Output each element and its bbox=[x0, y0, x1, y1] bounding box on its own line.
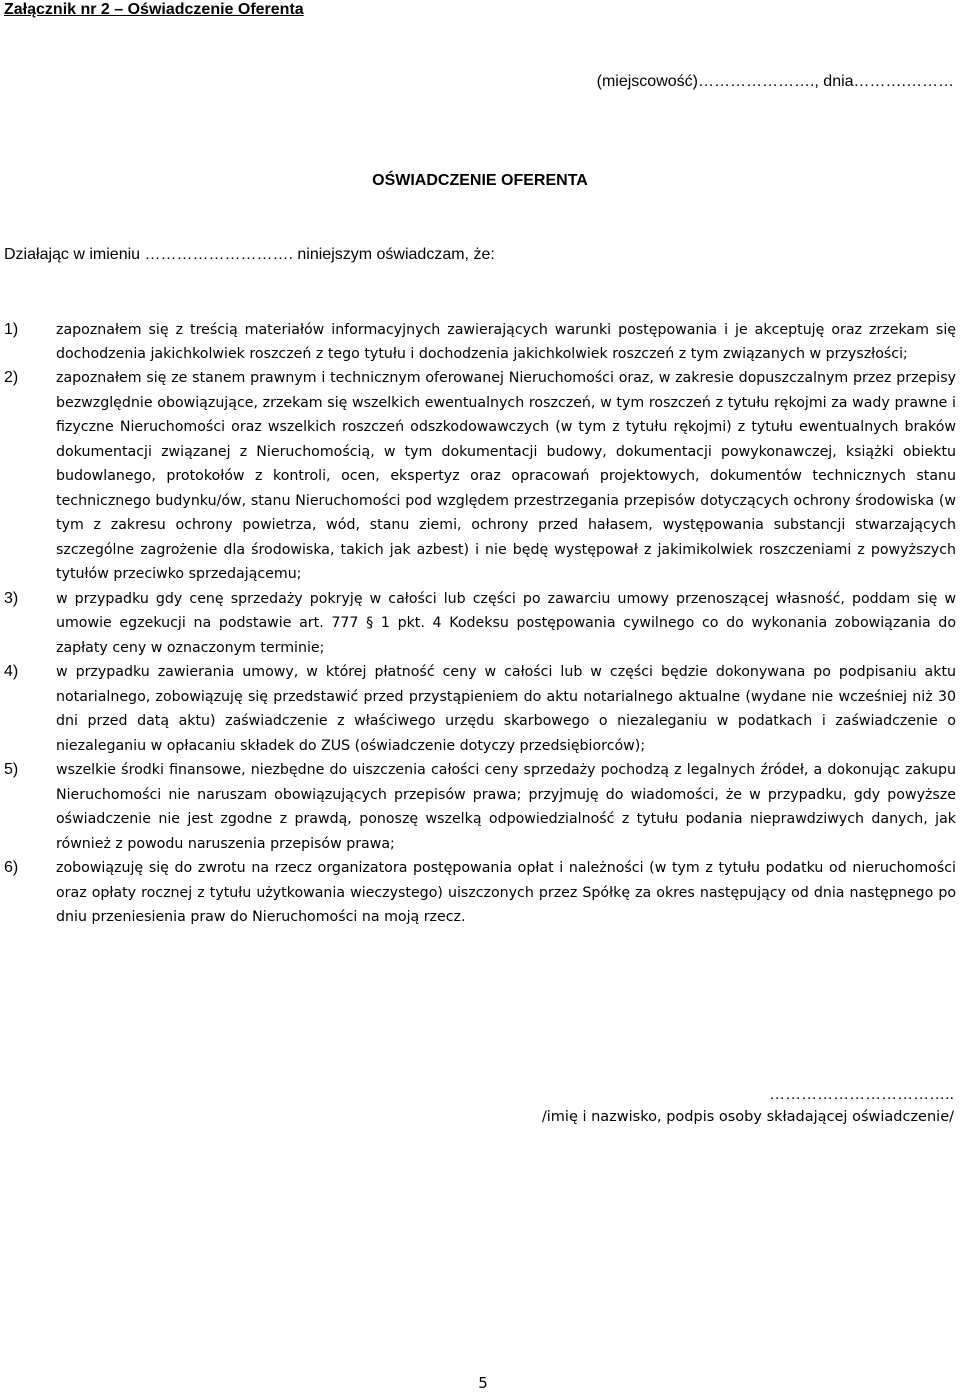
item-number: 6) bbox=[4, 859, 19, 876]
declaration-item-4 bbox=[0, 660, 956, 758]
place-and-date-line: (miejscowość)…………………., dnia……….……… bbox=[596, 73, 954, 90]
declaration-item-3 bbox=[0, 587, 956, 661]
declaration-list bbox=[0, 318, 956, 930]
item-number: 1) bbox=[4, 321, 19, 338]
signature-label: /imię i nazwisko, podpis osoby składającej oświadczenie/ bbox=[541, 1109, 954, 1125]
declaration-item-1 bbox=[0, 318, 956, 366]
page-number: 5 bbox=[478, 1374, 488, 1392]
item-number: 4) bbox=[4, 663, 19, 680]
attachment-title: Załącznik nr 2 – Oświadczenie Oferenta bbox=[4, 1, 304, 18]
document-title: OŚWIADCZENIE OFERENTA bbox=[372, 172, 588, 189]
item-text: zapoznałem się ze stanem prawnym i technicznym oferowanej Nieruchomości oraz, w zakresie dopuszczalnym przez przepisy bezwzględnie obowiązujące, zrzekam się wszelkich ewentualnych roszczeń, w tym roszczeń z tytułu rękojmi za wady prawne i fizyczne Nieruchomości oraz wszelkich roszczeń odszkodowawczych (w tym z tytułu rękojmi) z tytułu ewentualnych braków dokumentacji związanej z Nieruchomością, w tym dokumentacji budowy, dokumentacji powykonawczej, książki obiektu budowlanego, protokołów z kontroli, ocen, ekspertyz oraz opracowań projektowych, dokumentów technicznych stanu technicznego budynku/ów, stanu Nieruchomości pod względem przestrzegania przepisów dotyczących ochrony środowiska (w tym z zakresu ochrony powietrza, wód, stanu ziemi, ochrony przed hałasem, występowania substancji stwarzających szczególne zagrożenie dla środowiska, takich jak azbest) i nie będę występował z jakimikolwiek roszczeniami z powyższych tytułów przeciwko sprzedającemu; bbox=[56, 370, 956, 582]
declaration-item-6 bbox=[0, 856, 956, 930]
item-number: 2) bbox=[4, 369, 19, 386]
item-text: zobowiązuję się do zwrotu na rzecz organizatora postępowania opłat i należności (w tym z tytułu podatku od nieruchomości oraz opłaty rocznej z tytułu użytkowania wieczystego) uiszczonych przez Spółkę za okres następujący od dnia następnego po dniu przeniesienia praw do Nieruchomości na moją rzecz. bbox=[56, 860, 956, 925]
item-text: zapoznałem się z treścią materiałów informacyjnych zawierających warunki postępowania i je akceptuję oraz zrzekam się dochodzenia jakichkolwiek roszczeń z tego tytułu i dochodzenia jakichkolwiek roszczeń z tym związanych w przyszłości; bbox=[56, 322, 956, 362]
item-text: w przypadku gdy cenę sprzedaży pokryję w całości lub części po zawarciu umowy przenoszącej własność, poddam się w umowie egzekucji na podstawie art. 777 § 1 pkt. 4 Kodeksu postępowania cywilnego co do wykonania zobowiązania do zapłaty ceny w oznaczonym terminie; bbox=[56, 590, 956, 656]
declaration-item-5 bbox=[0, 758, 956, 856]
item-number: 5) bbox=[4, 761, 19, 778]
signature-line: …………………………….. bbox=[769, 1086, 954, 1103]
intro-statement: Działając w imieniu ………………………. niniejszym oświadczam, że: bbox=[4, 246, 495, 263]
item-text: wszelkie środki finansowe, niezbędne do uiszczenia całości ceny sprzedaży pochodzą z legalnych źródeł, a dokonując zakupu Nieruchomości nie naruszam obowiązujących przepisów prawa; przyjmuję do wiadomości, że w przypadku, gdy powyższe oświadczenie nie jest zgodne z prawdą, ponoszę wszelką odpowiedzialność z tytułu podania nieprawdziwych danych, jak również z powodu naruszenia przepisów prawa; bbox=[56, 762, 956, 852]
item-number: 3) bbox=[4, 589, 19, 607]
item-text: w przypadku zawierania umowy, w której płatność ceny w całości lub w części będzie dokonywana po podpisaniu aktu notarialnego, zobowiązuję się przedstawić przed przystąpieniem do aktu notarialnego aktualne (wydane nie wcześniej niż 30 dni przed datą aktu) zaświadczenie z właściwego urzędu skarbowego o niezaleganiu w podatkach i zaświadczenie o niezaleganiu w opłacaniu składek do ZUS (oświadczenie dotyczy przedsiębiorców); bbox=[56, 664, 956, 754]
declaration-item-2 bbox=[0, 366, 956, 587]
